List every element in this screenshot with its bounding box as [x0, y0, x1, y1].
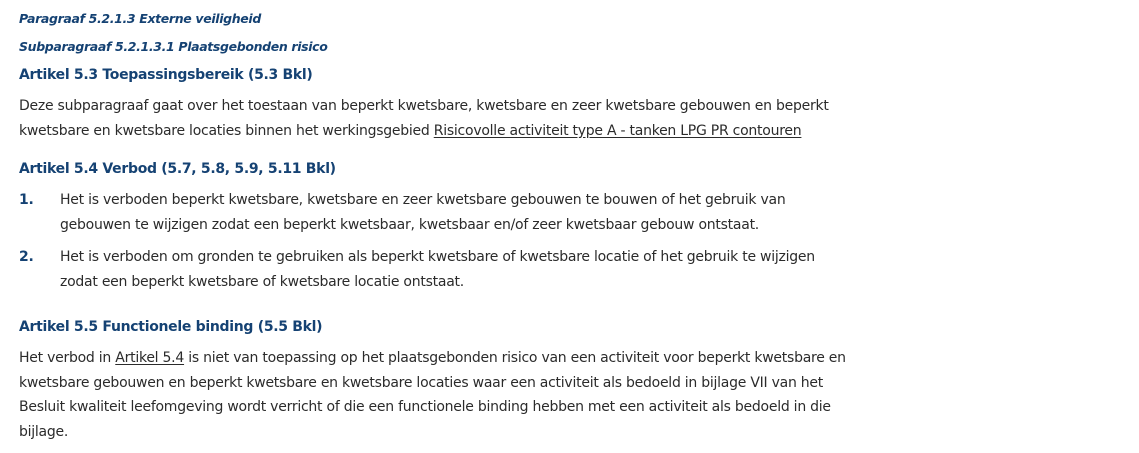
- list-item-line-2: zodat een beperkt kwetsbare of kwetsbare locatie ontstaat.: [60, 273, 464, 290]
- artikel-5-3-line-1: Deze subparagraaf gaat over het toestaan van beperkt kwetsbare, kwetsbare en zeer kwetsbare gebouwen en beperkt: [19, 98, 829, 114]
- artikel-5-3-body: [19, 94, 839, 143]
- artikel-5-3-line-2-text: kwetsbare en kwetsbare locaties binnen het werkingsgebied: [19, 122, 434, 139]
- artikel-5-5-line-1: [19, 346, 846, 371]
- artikel-5-5-line-3: Besluit kwaliteit leefomgeving wordt verricht of die een functionele binding hebben met een activiteit als bedoeld in die: [19, 399, 831, 415]
- list-item-text: [60, 188, 840, 237]
- artikel-5-5-heading: Artikel 5.5 Functionele binding (5.5 Bkl): [19, 319, 323, 335]
- list-item-line-2: gebouwen te wijzigen zodat een beperkt kwetsbaar, kwetsbaar en/of zeer kwetsbaar gebouw ontstaat.: [60, 216, 760, 233]
- artikel-5-5-line-4: bijlage.: [19, 423, 69, 440]
- werkingsgebied-link[interactable]: Risicovolle activiteit type A - tanken LPG PR contouren: [433, 122, 802, 139]
- artikel-5-5-body: [19, 346, 846, 444]
- artikel-5-4-heading: Artikel 5.4 Verbod (5.7, 5.8, 5.9, 5.11 Bkl): [19, 161, 336, 177]
- artikel-5-3-heading: Artikel 5.3 Toepassingsbereik (5.3 Bkl): [19, 67, 313, 83]
- subparagraaf-heading: Subparagraaf 5.2.1.3.1 Plaatsgebonden risico: [19, 39, 328, 54]
- artikel-5-5-line-1-pre: Het verbod in: [19, 350, 116, 366]
- list-item-line-1: Het is verboden om gronden te gebruiken als beperkt kwetsbare of kwetsbare locatie of het gebruik te wijzigen: [60, 249, 815, 265]
- artikel-5-3-line-2: [19, 119, 839, 144]
- list-item-number: 2.: [19, 249, 34, 265]
- artikel-5-5-line-1-post: is niet van toepassing op het plaatsgebonden risico van een activiteit voor beperkt kwetsbare en: [184, 350, 846, 366]
- artikel-5-4-link[interactable]: Artikel 5.4: [115, 350, 185, 366]
- paragraaf-heading: Paragraaf 5.2.1.3 Externe veiligheid: [19, 11, 261, 26]
- list-item-number: 1.: [19, 192, 34, 208]
- list-item-line-1: Het is verboden beperkt kwetsbare, kwetsbare en zeer kwetsbare gebouwen te bouwen of het gebruik van: [60, 192, 786, 208]
- artikel-5-5-line-2: kwetsbare gebouwen en beperkt kwetsbare en kwetsbare locaties waar een activiteit als bedoeld in bijlage VII van het: [19, 374, 824, 391]
- list-item-text: [60, 245, 840, 294]
